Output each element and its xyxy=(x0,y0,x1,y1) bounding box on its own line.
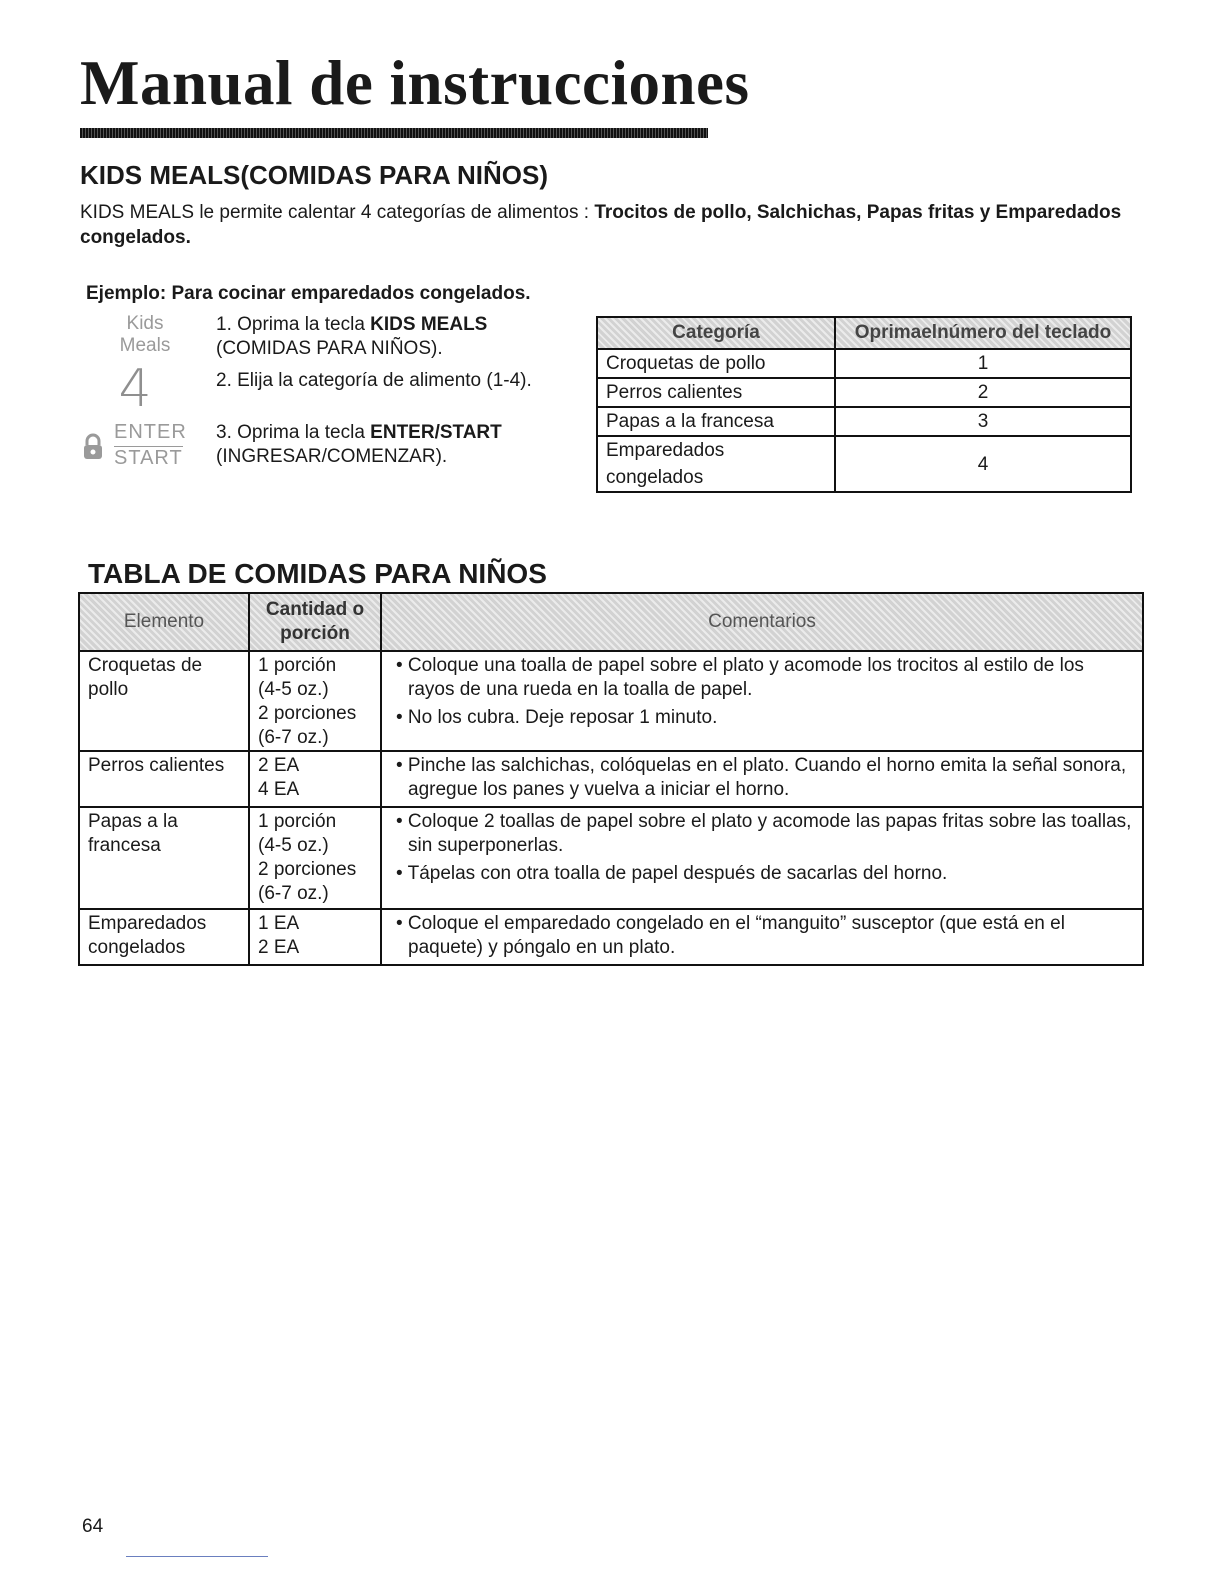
step-1-note: (COMIDAS PARA NIÑOS). xyxy=(216,338,443,359)
number-cell: 1 xyxy=(835,349,1131,378)
number-cell: 4 xyxy=(835,436,1131,492)
section-heading: KIDS MEALS(COMIDAS PARA NIÑOS) xyxy=(80,160,548,190)
lock-icon xyxy=(80,433,106,461)
comment-bullet: • Coloque 2 toallas de papel sobre el plato y acomode las papas fritas sobre las toallas, sin superponerlas. xyxy=(396,811,1132,856)
table-row xyxy=(79,807,1143,909)
item-header: Elemento xyxy=(79,593,249,651)
quantity-header-line1: Cantidad o xyxy=(265,599,365,620)
comment-bullet: • Coloque el emparedado congelado en el “manguito” susceptor (que está en el paquete) y póngalo en un plato. xyxy=(396,913,1065,958)
category-table xyxy=(596,316,1132,493)
quantity-line: 2 porciones xyxy=(258,703,357,724)
table-row xyxy=(597,378,1131,407)
kids-meals-table xyxy=(78,592,1144,966)
kids-meals-key-icon xyxy=(100,313,190,357)
kids-table-heading: TABLA DE COMIDAS PARA NIÑOS xyxy=(88,558,547,589)
category-cell: Emparedados congelados xyxy=(597,436,835,492)
quantity-header-line2: porción xyxy=(280,623,350,644)
enter-key-line2: START xyxy=(114,447,183,469)
quantity-cell xyxy=(249,807,381,909)
quantity-line: 2 EA xyxy=(258,755,300,776)
quantity-line: (6-7 oz.) xyxy=(258,727,329,748)
quantity-line: (6-7 oz.) xyxy=(258,883,329,904)
quantity-cell xyxy=(249,651,381,751)
comments-cell xyxy=(381,651,1143,751)
quantity-cell xyxy=(249,909,381,965)
intro-bold-text: Trocitos de pollo, Salchichas, Papas fritas y Emparedados congelados. xyxy=(80,202,1122,248)
step-3-text: 3. Oprima la tecla xyxy=(216,422,371,443)
number-cell: 3 xyxy=(835,407,1131,436)
quantity-line: 2 porciones xyxy=(258,859,357,880)
step-1-text: 1. Oprima la tecla xyxy=(216,314,371,335)
comment-bullet: • Tápelas con otra toalla de papel después de sacarlas del horno. xyxy=(396,863,948,884)
enter-key-line1: ENTER xyxy=(114,421,187,443)
comments-cell xyxy=(381,751,1143,807)
quantity-line: (4-5 oz.) xyxy=(258,835,329,856)
category-cell: Croquetas de pollo xyxy=(597,349,835,378)
step-3-note: (INGRESAR/COMENZAR). xyxy=(216,446,448,467)
comment-bullet: • Coloque una toalla de papel sobre el plato y acomode los trocitos al estilo de los rayos de una rueda en la toalla de papel. xyxy=(396,655,1084,700)
comments-cell xyxy=(381,807,1143,909)
title-underline xyxy=(80,128,708,138)
number-cell: 2 xyxy=(835,378,1131,407)
step-2-text: 2. Elija la categoría de alimento (1-4). xyxy=(216,370,532,391)
comment-bullet: • No los cubra. Deje reposar 1 minuto. xyxy=(396,707,718,728)
table-row xyxy=(79,751,1143,807)
category-header: Categoría xyxy=(597,317,835,349)
page-number: 64 xyxy=(82,1516,104,1537)
comment-bullet: • Pinche las salchichas, colóquelas en el plato. Cuando el horno emita la señal sonora, agregue los panes y vuelva a iniciar el horno. xyxy=(396,755,1127,800)
category-cell: Papas a la francesa xyxy=(597,407,835,436)
category-table-header xyxy=(597,317,1131,349)
table-row xyxy=(79,909,1143,965)
intro-text: KIDS MEALS le permite calentar 4 categorías de alimentos : xyxy=(80,202,595,223)
quantity-header xyxy=(249,593,381,651)
quantity-line: 1 porción xyxy=(258,655,337,676)
comments-header: Comentarios xyxy=(381,593,1143,651)
quantity-line: 1 porción xyxy=(258,811,337,832)
table-row xyxy=(79,651,1143,751)
step-1 xyxy=(216,313,576,361)
item-cell: Papas a la francesa xyxy=(79,807,249,909)
comments-cell xyxy=(381,909,1143,965)
table-row xyxy=(597,407,1131,436)
page-title: Manual de instrucciones xyxy=(80,48,750,118)
quantity-line: 1 EA xyxy=(258,913,300,934)
enter-start-key-icon xyxy=(80,421,190,471)
table-row xyxy=(597,349,1131,378)
category-cell: Perros calientes xyxy=(597,378,835,407)
kids-table-header xyxy=(79,593,1143,651)
item-cell: Perros calientes xyxy=(79,751,249,807)
item-cell: Emparedados congelados xyxy=(79,909,249,965)
kids-key-line2: Meals xyxy=(119,335,171,356)
step-1-key: KIDS MEALS xyxy=(370,314,488,335)
step-3 xyxy=(216,421,576,469)
table-row xyxy=(597,436,1131,492)
keypad-number-header: Oprimaelnúmero del teclado xyxy=(835,317,1131,349)
example-title: Ejemplo: Para cocinar emparedados congelados. xyxy=(86,283,531,304)
quantity-line: 4 EA xyxy=(258,779,300,800)
step-2 xyxy=(216,369,576,393)
intro-paragraph xyxy=(80,200,1140,250)
quantity-line: (4-5 oz.) xyxy=(258,679,329,700)
quantity-cell xyxy=(249,751,381,807)
step-3-key: ENTER/START xyxy=(370,422,502,443)
quantity-line: 2 EA xyxy=(258,937,300,958)
footer-divider xyxy=(126,1556,268,1557)
item-cell: Croquetas de pollo xyxy=(79,651,249,751)
number-4-key-icon: 4 xyxy=(118,359,152,419)
kids-key-line1: Kids xyxy=(126,313,164,334)
